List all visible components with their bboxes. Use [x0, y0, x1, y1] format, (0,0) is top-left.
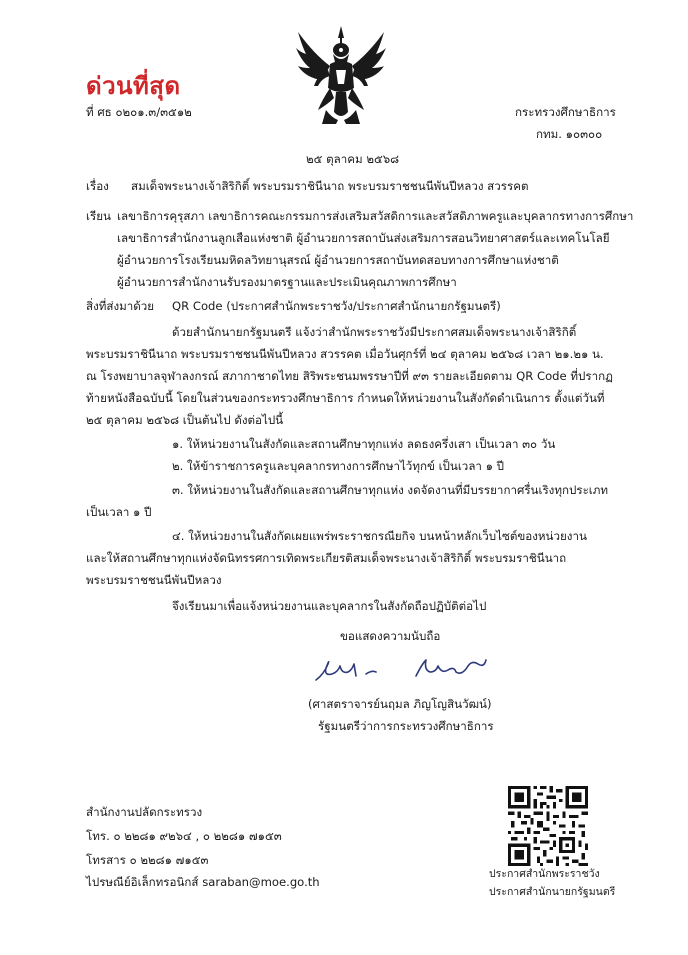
- recipient-line: ผู้อำนวยการโรงเรียนมหิดลวิทยานุสรณ์ ผู้อำนวยการสถาบันทดสอบทางการศึกษาแห่งชาติ: [117, 253, 559, 267]
- instruction-item-4: ๔. ให้หน่วยงานในสังกัดเผยแพร่พระราชกรณียกิจ บนหน้าหลักเว็บไซต์ของหน่วยงาน: [172, 529, 587, 543]
- qr-caption-pm-office: ประกาศสำนักนายกรัฐมนตรี: [489, 886, 616, 898]
- instruction-item-4-cont: และให้สถานศึกษาทุกแห่งจัดนิทรรศการเทิดพระเกียรติสมเด็จพระนางเจ้าสิริกิติ์ พระบรมราชินีนาถ: [86, 551, 567, 565]
- instruction-item-3-cont: เป็นเวลา ๑ ปี: [86, 505, 152, 519]
- instruction-item-4-cont: พระบรมราชชนนีพันปีหลวง: [86, 573, 222, 587]
- subject-text: สมเด็จพระนางเจ้าสิริกิติ์ พระบรมราชินีนาถ พระบรมราชชนนีพันปีหลวง สวรรคต: [131, 179, 529, 193]
- recipient-line: เลขาธิการสำนักงานลูกเสือแห่งชาติ ผู้อำนวยการสถาบันส่งเสริมการสอนวิทยาศาสตร์และเทคโนโลยี: [117, 231, 610, 245]
- recipient-line: ผู้อำนวยการสำนักงานรับรองมาตรฐานและประเมินคุณภาพการศึกษา: [117, 275, 457, 289]
- footer-fax: โทรสาร ๐ ๒๒๘๑ ๗๑๕๓: [86, 853, 209, 867]
- footer-office: สำนักงานปลัดกระทรวง: [86, 805, 203, 819]
- document-date: ๒๕ ตุลาคม ๒๕๖๘: [306, 152, 400, 166]
- signatory-name: (ศาสตราจารย์นฤมล ภิญโญสินวัฒน์): [308, 697, 492, 711]
- instruction-item-1: ๑. ให้หน่วยงานในสังกัดและสถานศึกษาทุกแห่ง ลดธงครึ่งเสา เป็นเวลา ๓๐ วัน: [172, 437, 556, 451]
- enclosure-label: สิ่งที่ส่งมาด้วย: [86, 299, 155, 313]
- ministry-name: กระทรวงศึกษาธิการ: [515, 105, 616, 119]
- recipients-label: เรียน: [86, 209, 111, 223]
- enclosure-text: QR Code (ประกาศสำนักพระราชวัง/ประกาศสำนักนายกรัฐมนตรี): [172, 299, 501, 313]
- signatory-position: รัฐมนตรีว่าการกระทรวงศึกษาธิการ: [318, 719, 494, 733]
- recipient-line: เลขาธิการคุรุสภา เลขาธิการคณะกรรมการส่งเสริมสวัสดิการและสวัสดิภาพครูและบุคลากรทางการศึกษา: [117, 209, 634, 223]
- document-number: ที่ ศธ ๐๒๐๑.๓/๓๕๑๒: [86, 105, 192, 119]
- qr-code-icon: [508, 786, 588, 866]
- qr-caption-palace: ประกาศสำนักพระราชวัง: [489, 868, 600, 880]
- garuda-emblem-icon: [292, 24, 390, 126]
- instruction-item-3: ๓. ให้หน่วยงานในสังกัดและสถานศึกษาทุกแห่ง งดจัดงานที่มีบรรยากาศรื่นเริงทุกประเภท: [172, 483, 609, 497]
- body-line: ๒๕ ตุลาคม ๒๕๖๘ เป็นต้นไป ดังต่อไปนี้: [86, 413, 284, 427]
- footer-email: ไปรษณีย์อิเล็กทรอนิกส์ saraban@moe.go.th: [86, 875, 320, 889]
- closing-sentence: จึงเรียนมาเพื่อแจ้งหน่วยงานและบุคลากรในสังกัดถือปฏิบัติต่อไป: [172, 599, 487, 613]
- instruction-item-2: ๒. ให้ข้าราชการครูและบุคลากรทางการศึกษาไว้ทุกข์ เป็นเวลา ๑ ปี: [172, 459, 505, 473]
- subject-label: เรื่อง: [86, 179, 109, 193]
- postal-code: กทม. ๑๐๓๐๐: [536, 127, 603, 141]
- footer-phone: โทร. ๐ ๒๒๘๑ ๙๒๖๔ , ๐ ๒๒๘๑ ๗๑๕๓: [86, 829, 282, 843]
- body-line: พระบรมราชินีนาถ พระบรมราชชนนีพันปีหลวง สวรรคต เมื่อวันศุกร์ที่ ๒๔ ตุลาคม ๒๕๖๘ เวลา ๒๑.๒๑ น.: [86, 347, 604, 361]
- body-line: ด้วยสำนักนายกรัฐมนตรี แจ้งว่าสำนักพระราชวังมีประกาศสมเด็จพระนางเจ้าสิริกิติ์: [172, 325, 577, 339]
- urgency-stamp: ด่วนที่สุด: [86, 72, 181, 100]
- body-line: ณ โรงพยาบาลจุฬาลงกรณ์ สภากาชาดไทย สิริพระชนมพรรษาปีที่ ๙๓ รายละเอียดตาม QR Code ที่ปรากฏ: [86, 369, 613, 383]
- body-line: ท้ายหนังสือฉบับนี้ โดยในส่วนของกระทรวงศึกษาธิการ กำหนดให้หน่วยงานในสังกัดดำเนินการ ตั้งแต่วันที่: [86, 391, 605, 405]
- salutation: ขอแสดงความนับถือ: [340, 629, 441, 643]
- handwritten-signature: [306, 650, 501, 686]
